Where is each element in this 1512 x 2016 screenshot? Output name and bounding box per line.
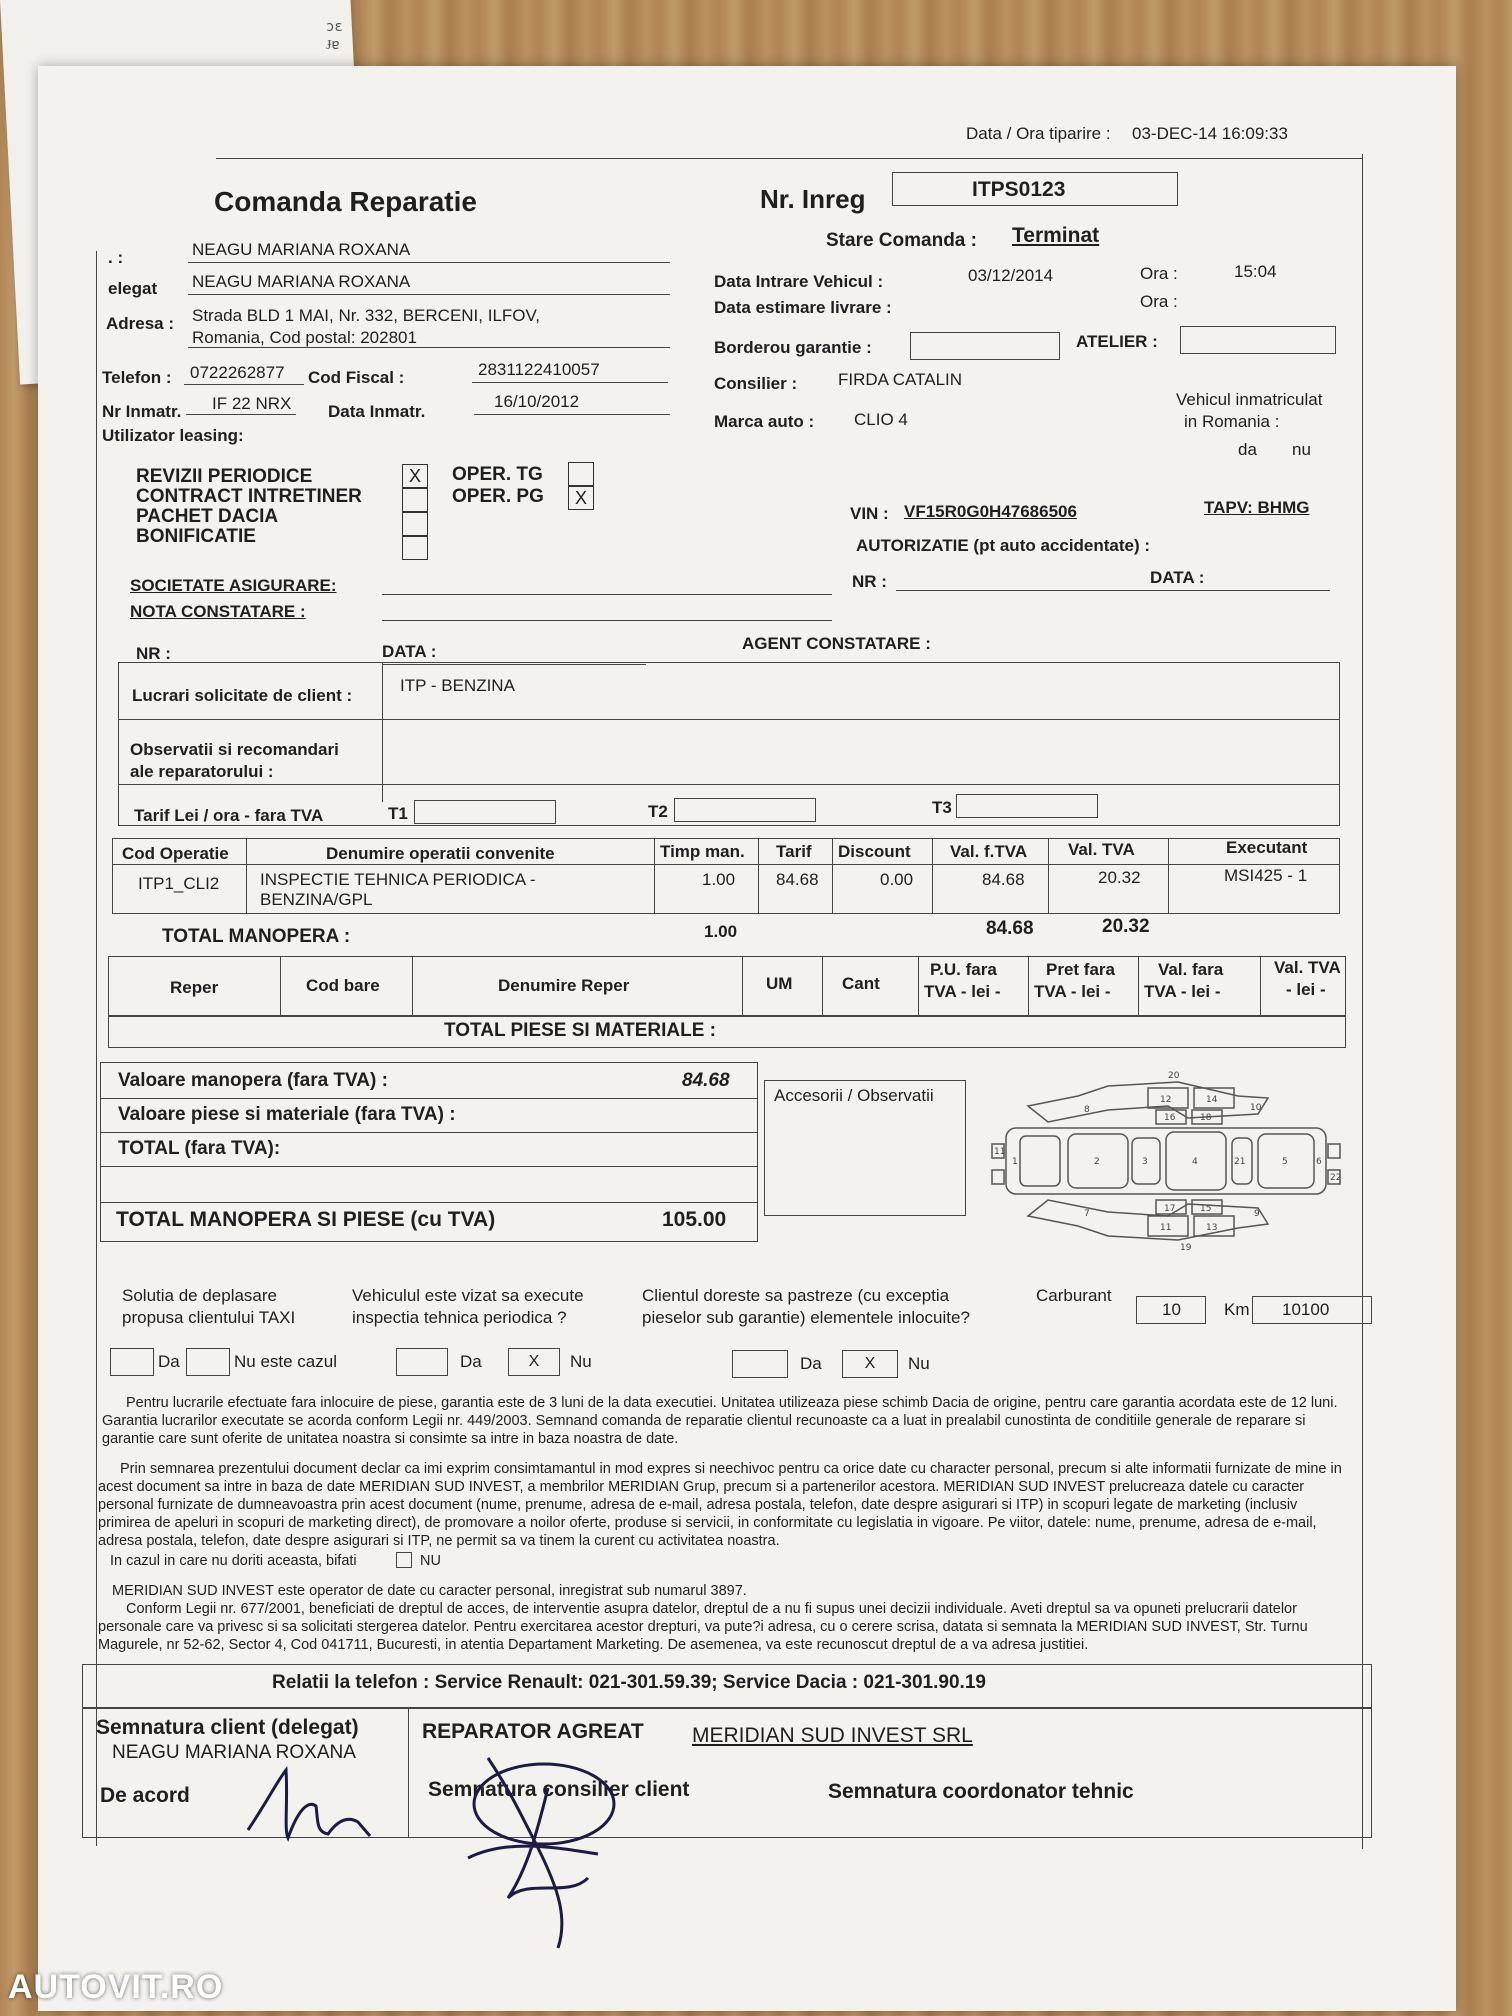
legal-p1-l2: Garantia lucrarilor executate se acorda conform Legii nr. 449/2003. Semnand comanda de reparatie clientul recunoaste ca a luat in prealabil cunostinta de conditiile generale de reparare si <box>102 1413 1306 1429</box>
adresa-underline <box>188 347 670 348</box>
tarif-label: Tarif Lei / ora - fara TVA <box>134 806 324 825</box>
back-sheet-text: ɔɛ Ɉɐ <box>326 19 343 53</box>
q1-nu-box[interactable] <box>186 1348 230 1376</box>
parts-h-cant: Cant <box>842 974 880 993</box>
autorizatie-data-label: DATA : <box>1150 568 1205 587</box>
diagram-label-10: 10 <box>1250 1103 1262 1113</box>
nr-inreg-value: ITPS0123 <box>972 178 1066 201</box>
sum-manopera-value: 84.68 <box>682 1070 730 1091</box>
oper-tg-checkbox[interactable] <box>568 462 594 486</box>
ops-h-discount: Discount <box>838 842 911 861</box>
ops-col1 <box>246 838 247 914</box>
parts-col6 <box>1028 956 1029 1016</box>
parts-h-pret-1: Pret fara <box>1046 960 1115 979</box>
work-sep2 <box>118 784 1340 785</box>
nr-inmatr-value: IF 22 NRX <box>212 394 292 413</box>
opt-out-label: NU <box>420 1553 441 1569</box>
q3-nu-box[interactable]: X <box>842 1350 898 1378</box>
opt-out-checkbox[interactable] <box>396 1552 412 1568</box>
revizii-checkbox[interactable]: X <box>402 464 428 488</box>
adresa-line2: Romania, Cod postal: 202801 <box>192 328 417 347</box>
de-acord-label: De acord <box>100 1784 190 1807</box>
sum-total-tva-label: TOTAL MANOPERA SI PIESE (cu TVA) <box>116 1208 496 1231</box>
data-inmatr-label: Data Inmatr. <box>328 402 426 421</box>
client-underline <box>188 262 670 263</box>
q3-line1: Clientul doreste sa pastreze (cu exceptia <box>642 1286 950 1305</box>
page-title: Comanda Reparatie <box>214 186 477 217</box>
print-value: 03-DEC-14 16:09:33 <box>1132 124 1288 143</box>
q2-da-label: Da <box>460 1352 482 1371</box>
summary-sep4 <box>100 1202 758 1203</box>
lucrari-label: Lucrari solicitate de client : <box>132 686 353 705</box>
nr-inreg-label: Nr. Inreg <box>760 184 866 214</box>
bonificatie-checkbox[interactable] <box>402 536 428 560</box>
ops-col7 <box>1168 838 1169 914</box>
semnatura-coordonator-label: Semnatura coordonator tehnic <box>828 1780 1134 1803</box>
q2-da-box[interactable] <box>396 1348 448 1376</box>
signature-divider <box>408 1708 409 1838</box>
inmatriculat-line2: in Romania : <box>1184 412 1280 431</box>
legal-p1-l1: Pentru lucrarile efectuate fara inlocuire de piese, garantia este de 3 luni de la data executiei. Unitatea utilizeaza piese schimb Dacia de origine, pentru care garantia acordata este de 12 luni. <box>126 1395 1338 1411</box>
t1-label: T1 <box>388 804 408 823</box>
diagram-label-19: 19 <box>1180 1243 1192 1253</box>
parts-h-pu-1: P.U. fara <box>930 960 997 979</box>
diagram-label-2: 2 <box>1094 1157 1100 1167</box>
inmatriculat-line1: Vehicul inmatriculat <box>1176 390 1323 409</box>
delegat-underline <box>188 294 670 295</box>
sum-total-tva-value: 105.00 <box>662 1208 727 1231</box>
diagram-label-21: 21 <box>1234 1157 1246 1167</box>
atelier-label: ATELIER : <box>1076 332 1158 351</box>
ops-col4 <box>832 838 833 914</box>
car-damage-diagram <box>988 1066 1348 1256</box>
client-label: . : <box>108 248 124 267</box>
da-label: da <box>1238 440 1257 459</box>
delegat-value: NEAGU MARIANA ROXANA <box>192 272 411 291</box>
semnatura-client-label: Semnatura client (delegat) <box>96 1716 359 1739</box>
contract-checkbox[interactable] <box>402 488 428 512</box>
diagram-label-11a: 11 <box>994 1147 1006 1157</box>
diagram-label-20: 20 <box>1168 1071 1180 1081</box>
parts-h-denumire: Denumire Reper <box>498 976 630 995</box>
diagram-label-12: 12 <box>1160 1095 1172 1105</box>
t2-box <box>674 798 816 822</box>
tapv-value: TAPV: BHMG <box>1204 498 1310 517</box>
agent-label: AGENT CONSTATARE : <box>742 634 931 653</box>
semnatura-client-name: NEAGU MARIANA ROXANA <box>112 1742 356 1763</box>
ops-cod: ITP1_CLI2 <box>138 874 220 893</box>
diagram-label-7: 7 <box>1084 1209 1090 1219</box>
sum-piese-label: Valoare piese si materiale (fara TVA) : <box>118 1104 456 1125</box>
telefon-underline <box>184 384 304 385</box>
parts-h-pret-2: TVA - lei - <box>1034 982 1111 1001</box>
legal-p2-l3: personal furnizate de dumneavoastra prin acest document (nume, prenume, adresa de e-mail, adresa postala, telefon, date despre asigurari si ITP) in scopuri legate de marketing (inclusiv <box>98 1497 1298 1513</box>
consilier-label: Consilier : <box>714 374 798 393</box>
semnatura-consilier-label: Semnatura consilier client <box>428 1778 690 1801</box>
legal-p3-l4: Magurele, nr 52-62, Sector 4, Cod 041711, Bucuresti, in atentia Departament Marketing. De asemenea, va este recunoscut dreptul de a va adresa justitiei. <box>98 1637 1089 1653</box>
nota-label: NOTA CONSTATARE : <box>130 602 306 621</box>
insurance-nr-label: NR : <box>136 644 171 663</box>
parts-col4 <box>822 956 823 1016</box>
parts-col2 <box>412 956 413 1016</box>
q3-da-box[interactable] <box>732 1350 788 1378</box>
diagram-label-13: 13 <box>1206 1223 1218 1233</box>
autorizatie-label: AUTORIZATIE (pt auto accidentate) : <box>856 536 1151 555</box>
stare-value: Terminat <box>1012 224 1100 247</box>
parts-col1 <box>280 956 281 1016</box>
societate-underline <box>382 594 832 595</box>
ops-col2 <box>654 838 655 914</box>
q1-da-label: Da <box>158 1352 180 1371</box>
t3-box <box>956 794 1098 818</box>
marca-label: Marca auto : <box>714 412 815 431</box>
reparator-label: REPARATOR AGREAT <box>422 1720 644 1743</box>
parts-total-row <box>108 1016 1346 1048</box>
nota-underline <box>382 620 832 621</box>
opt-revizii: REVIZII PERIODICE <box>136 466 313 487</box>
societate-label: SOCIETATE ASIGURARE: <box>130 576 337 595</box>
parts-h-pu-2: TVA - lei - <box>924 982 1001 1001</box>
diagram-label-18: 18 <box>1200 1113 1212 1123</box>
total-manopera-tva: 20.32 <box>1102 916 1150 937</box>
opt-pachet: PACHET DACIA <box>136 506 279 527</box>
parts-col7 <box>1138 956 1139 1016</box>
client-value: NEAGU MARIANA ROXANA <box>192 240 411 259</box>
ops-denumire-1: INSPECTIE TEHNICA PERIODICA - <box>260 870 536 889</box>
ops-h-cod: Cod Operatie <box>122 844 229 863</box>
q1-da-box[interactable] <box>110 1348 154 1376</box>
diagram-label-8: 8 <box>1084 1105 1090 1115</box>
q3-nu-label: Nu <box>908 1354 930 1373</box>
consilier-signature <box>448 1748 668 1968</box>
parts-h-valf-1: Val. fara <box>1158 960 1224 979</box>
delegat-label: elegat <box>108 279 158 298</box>
estimare-label: Data estimare livrare : <box>714 298 892 317</box>
q1-nu-label: Nu este cazul <box>234 1352 337 1371</box>
atelier-box <box>1180 326 1336 354</box>
ops-h-tarif: Tarif <box>776 842 812 861</box>
autorizatie-nr-label: NR : <box>852 572 887 591</box>
legal-p2-l2: acest document sa intre in baza de date MERIDIAN SUD INVEST, a membrilor MERIDIAN Grup, precum si a partenerilor acestora. MERIDIAN SUD INVEST prelucreaza datele cu caracter <box>98 1479 1305 1495</box>
summary-sep3 <box>100 1166 758 1167</box>
diagram-label-14: 14 <box>1206 1095 1218 1105</box>
km-value: 10100 <box>1282 1300 1330 1319</box>
ops-h-timp: Timp man. <box>660 842 745 861</box>
q1-line1: Solutia de deplasare <box>122 1286 278 1305</box>
lucrari-value: ITP - BENZINA <box>400 676 515 695</box>
parts-col5 <box>918 956 919 1016</box>
nr-inmatr-label: Nr Inmatr. <box>102 402 182 421</box>
total-manopera-ftva: 84.68 <box>986 918 1034 939</box>
ops-h-valftva: Val. f.TVA <box>950 842 1028 861</box>
client-signature <box>238 1760 388 1850</box>
leasing-label: Utilizator leasing: <box>102 426 244 445</box>
ops-header-sep <box>112 864 1340 865</box>
q1-line2: propusa clientului TAXI <box>122 1308 296 1327</box>
ops-col3 <box>758 838 759 914</box>
legal-p2-l1: Prin semnarea prezentului document declar ca imi exprim consimtamantul in mod expres si neechivoc pentru ca orice date cu character personal, precum si alte informatii furnizate de mine in <box>120 1461 1342 1477</box>
ora-value: 15:04 <box>1234 262 1277 281</box>
q2-nu-label: Nu <box>570 1352 592 1371</box>
autovit-watermark: AUTOVIT.RO <box>8 1968 224 2006</box>
diagram-label-1: 1 <box>1012 1157 1018 1167</box>
consilier-value: FIRDA CATALIN <box>838 370 963 389</box>
adresa-label: Adresa : <box>106 314 175 333</box>
data-inmatr-underline <box>474 414 670 415</box>
cod-fiscal-underline <box>472 382 668 383</box>
reparator-value: MERIDIAN SUD INVEST SRL <box>692 1724 973 1747</box>
intrare-value: 03/12/2014 <box>968 266 1054 285</box>
ops-h-denumire: Denumire operatii convenite <box>326 844 555 863</box>
nu-label: nu <box>1292 440 1311 459</box>
legal-p3-l1: MERIDIAN SUD INVEST este operator de date cu caracter personal, inregistrat sub numarul 3897. <box>112 1583 747 1599</box>
ops-col5 <box>932 838 933 914</box>
parts-col8 <box>1260 956 1261 1016</box>
ora-label: Ora : <box>1140 264 1178 283</box>
parts-total-label: TOTAL PIESE SI MATERIALE : <box>444 1020 717 1041</box>
repair-order-document <box>38 66 1456 2011</box>
opt-contract: CONTRACT INTRETINER <box>136 486 362 507</box>
q2-line1: Vehiculul este vizat sa execute <box>352 1286 584 1305</box>
parts-h-valtva-1: Val. TVA <box>1274 958 1341 977</box>
q3-line2: pieselor sub garantie) elementele inlocuite? <box>642 1308 970 1327</box>
ops-valftva: 84.68 <box>982 870 1025 889</box>
diagram-label-3: 3 <box>1142 1157 1148 1167</box>
frame-right <box>1362 154 1363 1849</box>
marca-value: CLIO 4 <box>854 410 908 429</box>
t1-box <box>414 800 556 824</box>
sum-manopera-label: Valoare manopera (fara TVA) : <box>118 1070 388 1091</box>
legal-p3-l3: personale care va privesc si sa solicitati stergerea datelor. Pentru exercitarea acestor drepturi, va pute?i adresa, cu o cerere scrisa, datata si semnata la MERIDIAN SUD INVEST, Str. Turnu <box>98 1619 1308 1635</box>
ops-discount: 0.00 <box>880 870 914 889</box>
legal-p3-l2: Conform Legii nr. 677/2001, beneficiati de dreptul de acces, de interventie asupra datelor, dreptul de a nu fi supus unei decizii individuale. Aveti dreptul sa va opuneti prelucrarii datelor <box>126 1601 1297 1617</box>
diagram-label-11b: 11 <box>1160 1223 1172 1233</box>
intrare-label: Data Intrare Vehicul : <box>714 272 884 291</box>
parts-h-reper: Reper <box>170 978 219 997</box>
autorizatie-underline <box>896 590 1330 591</box>
t2-label: T2 <box>648 802 668 821</box>
observatii-line1: Observatii si recomandari <box>130 740 339 759</box>
vin-label: VIN : <box>850 504 889 523</box>
ops-denumire-2: BENZINA/GPL <box>260 890 373 909</box>
diagram-label-9: 9 <box>1254 1209 1260 1219</box>
diagram-label-4: 4 <box>1192 1157 1198 1167</box>
ops-h-executant: Executant <box>1226 838 1308 857</box>
parts-h-um: UM <box>766 974 793 993</box>
opt-oper-pg: OPER. PG <box>452 486 544 507</box>
diagram-label-17: 17 <box>1164 1204 1176 1214</box>
observatii-line2: ale reparatorului : <box>130 762 274 781</box>
ops-col6 <box>1048 838 1049 914</box>
ora2-label: Ora : <box>1140 292 1178 311</box>
nr-inmatr-underline <box>186 414 296 415</box>
pachet-checkbox[interactable] <box>402 512 428 536</box>
summary-sep2 <box>100 1132 758 1133</box>
legal-p1-l3: garantie care sunt oferite de unitatea noastra si consimte sa intre in baza noastra de date. <box>102 1431 679 1447</box>
telefon-label: Telefon : <box>102 368 172 387</box>
parts-h-codbare: Cod bare <box>306 976 380 995</box>
accesorii-label: Accesorii / Observatii <box>774 1086 934 1105</box>
carburant-value: 10 <box>1162 1300 1181 1319</box>
carburant-label: Carburant <box>1036 1286 1112 1305</box>
ops-timp: 1.00 <box>702 870 736 889</box>
parts-h-valf-2: TVA - lei - <box>1144 982 1221 1001</box>
frame-left <box>96 251 97 1846</box>
diagram-label-5: 5 <box>1282 1157 1288 1167</box>
legal-p2-l6: In cazul in care nu doriti aceasta, bifati <box>110 1553 357 1569</box>
legal-p2-l4: primirea de apeluri in scopuri de marketing direct), de promovare a noilor oferte, produse si servicii, in conformitate cu legislatia in vigoare. Pe viitor, datele: nume, prenume, adresa de e-mail, <box>98 1515 1317 1531</box>
diagram-label-15: 15 <box>1200 1204 1212 1214</box>
vin-value: VF15R0G0H47686506 <box>904 502 1077 521</box>
sum-total-label: TOTAL (fara TVA): <box>118 1138 281 1159</box>
ops-valtva: 20.32 <box>1098 868 1141 887</box>
ops-executant: MSI425 - 1 <box>1224 866 1308 885</box>
diagram-label-6: 6 <box>1316 1157 1322 1167</box>
insurance-data-label: DATA : <box>382 642 437 661</box>
total-manopera-label: TOTAL MANOPERA : <box>162 926 351 947</box>
borderou-box <box>910 332 1060 360</box>
opt-oper-tg: OPER. TG <box>452 464 543 485</box>
stare-label: Stare Comanda : <box>826 230 977 251</box>
legal-p2-l5: adresa postala, telefon, date despre asigurari si ITP, ne permit sa va tinem la curent cu activitatea noastra. <box>98 1533 780 1549</box>
frame-top <box>216 158 1362 159</box>
print-label: Data / Ora tiparire : <box>966 124 1111 143</box>
ops-tarif: 84.68 <box>776 870 819 889</box>
oper-pg-checkbox[interactable]: X <box>568 486 594 510</box>
ops-h-valtva: Val. TVA <box>1068 840 1135 859</box>
work-divider <box>382 662 383 802</box>
work-sep1 <box>118 719 1340 720</box>
q3-da-label: Da <box>800 1354 822 1373</box>
diagram-label-22: 22 <box>1330 1173 1342 1183</box>
telefon-value: 0722262877 <box>190 363 285 382</box>
q2-line2: inspectia tehnica periodica ? <box>352 1308 567 1327</box>
data-inmatr-value: 16/10/2012 <box>494 392 580 411</box>
diagram-label-16: 16 <box>1164 1113 1176 1123</box>
phone-text: Relatii la telefon : Service Renault: 021-301.59.39; Service Dacia : 021-301.90.19 <box>272 1672 986 1693</box>
total-manopera-timp: 1.00 <box>704 922 738 941</box>
cod-fiscal-value: 2831122410057 <box>478 360 600 379</box>
cod-fiscal-label: Cod Fiscal : <box>308 368 405 387</box>
parts-col3 <box>742 956 743 1016</box>
adresa-line1: Strada BLD 1 MAI, Nr. 332, BERCENI, ILFOV, <box>192 306 541 325</box>
opt-bonificatie: BONIFICATIE <box>136 526 256 547</box>
q2-nu-box[interactable]: X <box>508 1348 560 1376</box>
borderou-label: Borderou garantie : <box>714 338 872 357</box>
summary-sep1 <box>100 1098 758 1099</box>
t3-label: T3 <box>932 798 952 817</box>
km-label: Km <box>1224 1300 1250 1319</box>
parts-h-valtva-2: - lei - <box>1286 980 1326 999</box>
